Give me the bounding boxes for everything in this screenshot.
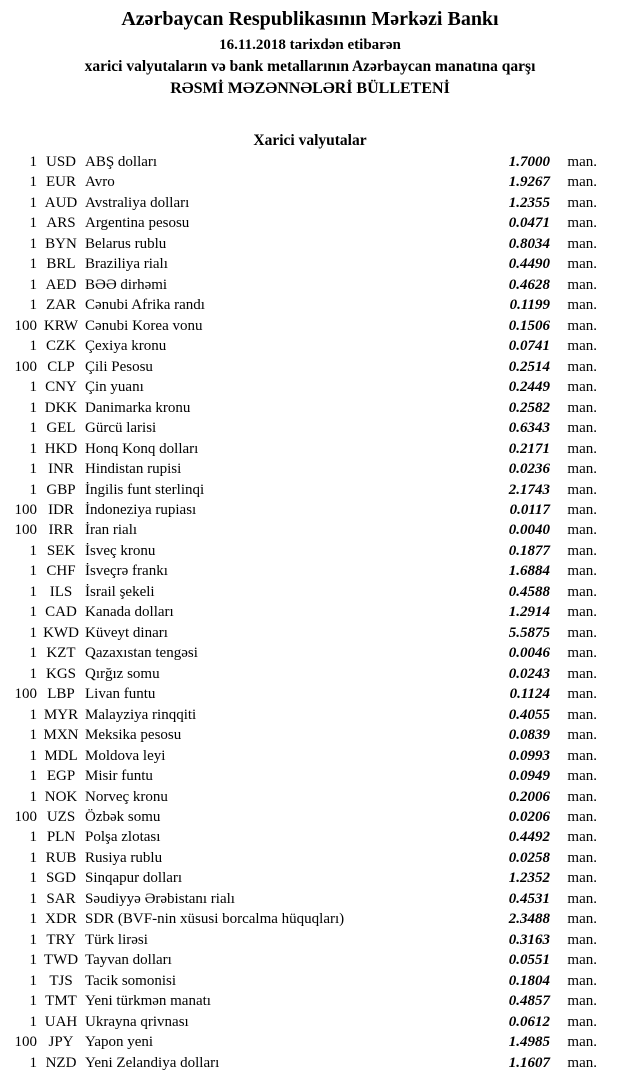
currency-name: Rusiya rublu (85, 849, 163, 866)
currency-code: SEK (46, 542, 76, 559)
currency-name: Cənubi Afrika randı (85, 297, 205, 314)
rate-unit: man. (567, 583, 597, 600)
rate-row (0, 932, 597, 952)
currency-name: Yapon yeni (85, 1034, 154, 1051)
document-header (0, 6, 620, 100)
currency-code: SGD (45, 870, 76, 887)
currency-name: Çin yuanı (85, 379, 144, 396)
rate-row (0, 584, 597, 604)
currency-name: Gürcü larisi (85, 420, 157, 437)
rate-row (0, 625, 597, 645)
currency-code: RUB (45, 849, 77, 866)
rate-quantity: 1 (29, 706, 37, 723)
rate-unit: man. (567, 542, 597, 559)
rate-row (0, 174, 597, 194)
currency-name: Sinqapur dolları (85, 870, 183, 887)
currency-name: Moldova leyi (85, 747, 166, 764)
currency-code: KZT (46, 645, 76, 662)
rate-quantity: 1 (29, 174, 37, 191)
currency-code: JPY (48, 1034, 74, 1051)
rate-value: 0.3163 (508, 931, 550, 948)
document-subtitle: xarici valyutaların və bank metallarının Azərbaycan manatına qarşı (84, 58, 536, 75)
currency-name: Çexiya kronu (85, 338, 167, 355)
currency-code: MDL (44, 747, 78, 764)
rate-row (0, 379, 597, 399)
currency-name: Misir funtu (85, 768, 153, 785)
rate-quantity: 1 (29, 461, 37, 478)
currency-name: İsveç kronu (85, 542, 156, 559)
rate-quantity: 1 (29, 1013, 37, 1030)
rate-value: 1.2352 (508, 870, 550, 887)
rate-value: 2.3488 (508, 911, 550, 928)
rate-row (0, 236, 597, 256)
currency-code: GBP (46, 481, 76, 498)
currency-name: Ukrayna qrivnası (85, 1013, 189, 1030)
rate-quantity: 1 (29, 727, 37, 744)
rate-quantity: 1 (29, 338, 37, 355)
currency-code: CZK (46, 338, 76, 355)
rate-quantity: 1 (29, 276, 37, 293)
rate-unit: man. (567, 665, 597, 682)
currency-name: Tacik somonisi (85, 972, 177, 989)
currency-code: KRW (43, 317, 79, 334)
rate-quantity: 1 (29, 215, 37, 232)
rate-value: 5.5875 (508, 624, 550, 641)
currency-name: Malayziya rinqqiti (85, 706, 197, 723)
rate-quantity: 100 (14, 358, 37, 375)
rate-quantity: 1 (29, 665, 37, 682)
currency-name: Argentina pesosu (85, 215, 190, 232)
rate-row (0, 809, 597, 829)
currency-name: Yeni Zelandiya dolları (85, 1054, 220, 1071)
rate-quantity: 1 (29, 870, 37, 887)
rate-unit: man. (567, 931, 597, 948)
rate-row (0, 420, 597, 440)
rate-row (0, 973, 597, 993)
rate-value: 0.4588 (508, 583, 550, 600)
rate-unit: man. (567, 686, 597, 703)
rate-unit: man. (567, 1034, 597, 1051)
rate-row (0, 952, 597, 972)
currency-name: Tayvan dolları (85, 952, 172, 969)
currency-code: EUR (46, 174, 76, 191)
rate-quantity: 1 (29, 624, 37, 641)
currency-name: İndoneziya rupiası (85, 501, 197, 518)
currency-code: CNY (45, 379, 77, 396)
rate-value: 0.0949 (508, 768, 550, 785)
rate-value: 0.1199 (509, 297, 550, 314)
rate-row (0, 543, 597, 563)
currency-name: Avstraliya dolları (85, 194, 190, 211)
rate-quantity: 1 (29, 481, 37, 498)
currency-name: Danimarka kronu (85, 399, 191, 416)
currency-code: XDR (45, 911, 77, 928)
rate-row (0, 1055, 597, 1075)
currency-code: MXN (43, 727, 79, 744)
rate-unit: man. (567, 727, 597, 744)
rate-unit: man. (567, 747, 597, 764)
rate-row (0, 277, 597, 297)
rate-quantity: 1 (29, 911, 37, 928)
rate-unit: man. (567, 174, 597, 191)
rate-value: 0.2171 (508, 440, 550, 457)
rate-value: 0.0243 (508, 665, 550, 682)
rate-quantity: 1 (29, 645, 37, 662)
rate-unit: man. (567, 768, 597, 785)
currency-name: Özbək somu (85, 809, 161, 825)
rate-value: 0.0839 (508, 727, 550, 744)
rate-unit: man. (567, 972, 597, 989)
rate-value: 0.0258 (508, 849, 550, 866)
currency-code: NOK (44, 788, 78, 805)
rate-row (0, 993, 597, 1013)
rate-quantity: 1 (29, 952, 37, 969)
currency-code: NZD (45, 1054, 77, 1071)
currency-name: Braziliya rialı (85, 256, 168, 273)
rate-value: 0.2006 (508, 788, 550, 805)
currency-code: ZAR (46, 297, 76, 314)
rate-unit: man. (567, 399, 597, 416)
rate-unit: man. (567, 235, 597, 252)
rate-unit: man. (567, 1054, 597, 1071)
currency-code: TJS (49, 972, 73, 989)
rate-unit: man. (567, 706, 597, 723)
rate-value: 1.4985 (508, 1034, 550, 1051)
rate-row (0, 195, 597, 215)
rate-row (0, 482, 597, 502)
rate-value: 0.0993 (508, 747, 550, 764)
currency-name: İran rialı (85, 522, 138, 539)
rate-row (0, 502, 597, 522)
currency-code: MYR (43, 706, 79, 723)
rate-row (0, 441, 597, 461)
rate-row (0, 154, 597, 174)
rate-row (0, 645, 597, 665)
rate-quantity: 1 (29, 583, 37, 600)
rate-quantity: 1 (29, 788, 37, 805)
rates-table (0, 154, 620, 1075)
rate-value: 0.0236 (508, 461, 550, 478)
rate-unit: man. (567, 890, 597, 907)
bulletin-title: RƏSMİ MƏZƏNNƏLƏRİ BÜLLETENİ (170, 80, 450, 97)
rate-value: 0.0206 (508, 809, 550, 825)
currency-name: Səudiyyə Ərəbistanı rialı (85, 890, 235, 907)
rate-row (0, 256, 597, 276)
currency-name: Hindistan rupisi (85, 461, 182, 478)
rate-value: 0.1877 (508, 542, 550, 559)
rate-value: 0.4490 (508, 256, 550, 273)
rate-quantity: 1 (29, 1054, 37, 1071)
rate-unit: man. (567, 276, 597, 293)
rate-unit: man. (567, 379, 597, 396)
rate-value: 0.2449 (508, 379, 550, 396)
rate-quantity: 100 (14, 522, 37, 539)
rate-quantity: 1 (29, 379, 37, 396)
currency-name: ABŞ dolları (85, 154, 158, 170)
currency-code: ILS (49, 583, 73, 600)
rate-quantity: 100 (14, 1034, 37, 1051)
rate-unit: man. (567, 993, 597, 1010)
currency-code: KGS (45, 665, 76, 682)
rate-quantity: 1 (29, 972, 37, 989)
rate-row (0, 1014, 597, 1034)
rate-row (0, 911, 597, 931)
rate-quantity: 1 (29, 768, 37, 785)
currency-code: UAH (44, 1013, 78, 1030)
rate-value: 0.1804 (508, 972, 550, 989)
currency-name: Norveç kronu (85, 788, 168, 805)
rate-row (0, 522, 597, 542)
rate-unit: man. (567, 870, 597, 887)
rate-value: 0.4055 (508, 706, 550, 723)
currency-code: CAD (45, 604, 77, 621)
currency-code: CLP (47, 358, 75, 375)
rate-value: 1.2914 (508, 604, 550, 621)
rate-unit: man. (567, 809, 597, 825)
rate-quantity: 1 (29, 420, 37, 437)
rate-value: 1.9267 (508, 174, 550, 191)
currency-code: IRR (48, 522, 74, 539)
rate-row (0, 297, 597, 317)
rate-quantity: 1 (29, 297, 37, 314)
currency-code: TRY (46, 931, 76, 948)
rate-row (0, 563, 597, 583)
rate-quantity: 1 (29, 399, 37, 416)
rate-row (0, 829, 597, 849)
currency-name: Yeni türkmən manatı (85, 993, 211, 1010)
currency-code: LBP (47, 686, 75, 703)
rate-value: 0.8034 (508, 235, 550, 252)
rate-unit: man. (567, 788, 597, 805)
rate-unit: man. (567, 215, 597, 232)
currency-code: AED (45, 276, 77, 293)
currency-name: İsveçrə frankı (85, 563, 168, 580)
currency-name: Qazaxıstan tengəsi (85, 645, 198, 662)
currency-code: UZS (46, 809, 76, 825)
currency-name: Türk lirəsi (85, 931, 148, 948)
rate-quantity: 1 (29, 440, 37, 457)
rate-row (0, 850, 597, 870)
rate-quantity: 1 (29, 235, 37, 252)
rate-unit: man. (567, 194, 597, 211)
currency-name: Belarus rublu (85, 235, 167, 252)
rate-unit: man. (567, 645, 597, 662)
rate-value: 0.4531 (508, 890, 550, 907)
currency-code: CHF (46, 563, 76, 580)
rate-value: 0.0046 (508, 645, 550, 662)
rate-value: 0.1506 (508, 317, 550, 334)
rate-value: 0.4628 (508, 276, 550, 293)
rate-value: 0.2582 (508, 399, 550, 416)
rate-row (0, 727, 597, 747)
rate-quantity: 1 (29, 747, 37, 764)
currency-name: Çili Pesosu (85, 358, 153, 375)
currency-code: TWD (43, 952, 79, 969)
rate-row (0, 768, 597, 788)
rate-quantity: 100 (14, 317, 37, 334)
currency-name: Cənubi Korea vonu (85, 317, 203, 334)
currency-name: Honq Konq dolları (85, 440, 199, 457)
rate-unit: man. (567, 154, 597, 170)
currency-code: INR (48, 461, 74, 478)
currency-name: Avro (85, 174, 115, 191)
rate-row (0, 1034, 597, 1054)
currency-code: SAR (46, 890, 76, 907)
currency-code: ARS (46, 215, 76, 232)
rate-value: 1.6884 (508, 563, 550, 580)
rate-quantity: 1 (29, 890, 37, 907)
currency-code: GEL (46, 420, 76, 437)
rate-unit: man. (567, 338, 597, 355)
rate-row (0, 604, 597, 624)
effective-date-line: 16.11.2018 tarixdən etibarən (219, 37, 401, 53)
rate-row (0, 338, 597, 358)
rate-quantity: 1 (29, 604, 37, 621)
rate-quantity: 1 (29, 829, 37, 846)
rate-quantity: 1 (29, 563, 37, 580)
rate-row (0, 686, 597, 706)
rate-unit: man. (567, 849, 597, 866)
rate-value: 0.0741 (508, 338, 550, 355)
rate-quantity: 100 (14, 686, 37, 703)
bank-name: Azərbaycan Respublikasının Mərkəzi Bankı (121, 8, 499, 30)
rate-value: 0.2514 (508, 358, 550, 375)
rate-value: 0.0040 (508, 522, 550, 539)
rate-row (0, 748, 597, 768)
rate-quantity: 100 (14, 809, 37, 825)
rate-unit: man. (567, 297, 597, 314)
rate-row (0, 215, 597, 235)
rate-unit: man. (567, 1013, 597, 1030)
rate-value: 0.6343 (508, 420, 550, 437)
currency-name: İngilis funt sterlinqi (85, 481, 205, 498)
rate-row (0, 400, 597, 420)
rate-quantity: 1 (29, 849, 37, 866)
currency-code: DKK (44, 399, 78, 416)
currency-code: HKD (44, 440, 78, 457)
rate-value: 1.2355 (508, 194, 550, 211)
rate-value: 0.0117 (509, 501, 550, 518)
rate-unit: man. (567, 624, 597, 641)
rate-row (0, 891, 597, 911)
currency-code: IDR (48, 501, 74, 518)
rate-quantity: 100 (14, 501, 37, 518)
rate-quantity: 1 (29, 993, 37, 1010)
currency-code: AUD (44, 194, 78, 211)
currency-code: BRL (46, 256, 76, 273)
rate-value: 1.1607 (508, 1054, 550, 1071)
rate-unit: man. (567, 420, 597, 437)
rate-value: 0.4857 (508, 993, 550, 1010)
currency-code: EGP (46, 768, 76, 785)
rate-unit: man. (567, 317, 597, 334)
rate-unit: man. (567, 461, 597, 478)
currency-code: KWD (43, 624, 79, 641)
rate-unit: man. (567, 952, 597, 969)
rate-row (0, 870, 597, 890)
currency-name: Polşa zlotası (85, 829, 161, 846)
currency-name: BƏƏ dirhəmi (85, 276, 168, 293)
rate-unit: man. (567, 256, 597, 273)
rate-row (0, 789, 597, 809)
currency-name: Kanada dolları (85, 604, 174, 621)
rate-unit: man. (567, 501, 597, 518)
rate-unit: man. (567, 440, 597, 457)
rate-unit: man. (567, 481, 597, 498)
currency-name: SDR (BVF-nin xüsusi borcalma hüquqları) (85, 911, 345, 928)
rate-unit: man. (567, 911, 597, 928)
currency-name: Qırğız somu (85, 665, 160, 682)
rate-row (0, 666, 597, 686)
currency-code: TMT (45, 993, 77, 1010)
rate-quantity: 1 (29, 931, 37, 948)
rate-value: 0.0551 (508, 952, 550, 969)
rate-quantity: 1 (29, 542, 37, 559)
rate-unit: man. (567, 604, 597, 621)
rate-quantity: 1 (29, 194, 37, 211)
currency-name: Küveyt dinarı (85, 624, 168, 641)
currency-name: İsrail şekeli (85, 583, 155, 600)
rate-unit: man. (567, 563, 597, 580)
rate-unit: man. (567, 829, 597, 846)
rate-row (0, 359, 597, 379)
currency-name: Livan funtu (85, 686, 156, 703)
currency-code: USD (45, 154, 76, 170)
currency-code: PLN (46, 829, 76, 846)
rate-row (0, 461, 597, 481)
section-title-foreign-currencies: Xarici valyutalar (253, 132, 367, 149)
rate-value: 0.0612 (508, 1013, 550, 1030)
rate-row (0, 707, 597, 727)
rate-unit: man. (567, 522, 597, 539)
rate-value: 1.7000 (508, 154, 550, 170)
rate-value: 0.4492 (508, 829, 550, 846)
rate-value: 0.1124 (509, 686, 550, 703)
rate-unit: man. (567, 358, 597, 375)
currency-name: Meksika pesosu (85, 727, 182, 744)
rate-value: 2.1743 (508, 481, 550, 498)
currency-code: BYN (45, 235, 77, 252)
rate-quantity: 1 (29, 154, 37, 170)
rate-row (0, 318, 597, 338)
rate-quantity: 1 (29, 256, 37, 273)
rate-value: 0.0471 (508, 215, 550, 232)
